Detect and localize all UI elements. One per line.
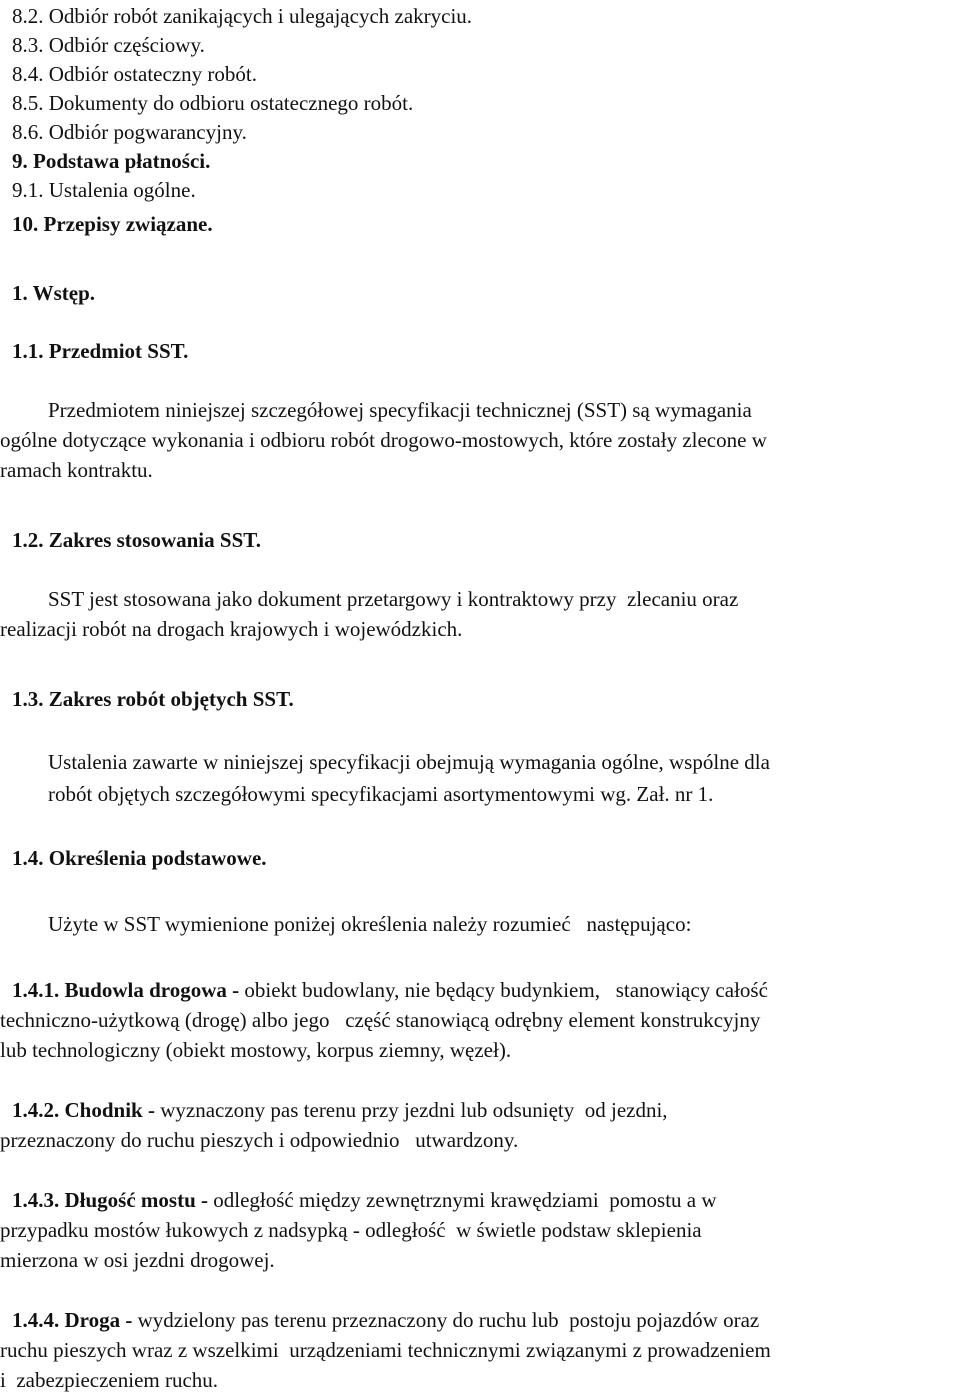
definition-term: 1.4.1. Budowla drogowa -	[12, 978, 245, 1002]
toc-item: 8.2. Odbiór robót zanikających i ulegających zakryciu.	[12, 4, 473, 28]
section-heading: 1. Wstęp.	[12, 281, 96, 305]
paragraph-line: Użyte w SST wymienione poniżej określenia należy rozumieć następująco:	[48, 912, 692, 936]
toc-item: 9. Podstawa płatności.	[12, 149, 211, 173]
definition-text: odległość między zewnętrznymi krawędziami pomostu a w	[213, 1188, 717, 1212]
toc-item: 10. Przepisy związane.	[12, 212, 213, 236]
definition-text: wyznaczony pas terenu przy jezdni lub odsunięty od jezdni,	[160, 1098, 668, 1122]
paragraph-line: SST jest stosowana jako dokument przetargowy i kontraktowy przy zlecaniu oraz	[48, 587, 739, 611]
paragraph-line: lub technologiczny (obiekt mostowy, korpus ziemny, węzeł).	[0, 1038, 512, 1062]
toc-item: 8.3. Odbiór częściowy.	[12, 33, 205, 57]
definition-text: obiekt budowlany, nie będący budynkiem, stanowiący całość	[244, 978, 768, 1002]
definition-first-line	[12, 1307, 759, 1333]
subsection-heading: 1.3. Zakres robót objętych SST.	[12, 687, 294, 711]
toc-item: 8.4. Odbiór ostateczny robót.	[12, 62, 257, 86]
paragraph-line: ruchu pieszych wraz z wszelkimi urządzeniami technicznymi związanymi z prowadzeniem	[0, 1338, 771, 1362]
paragraph-line: robót objętych szczegółowymi specyfikacjami asortymentowymi wg. Zał. nr 1.	[48, 782, 714, 806]
toc-item: 9.1. Ustalenia ogólne.	[12, 178, 196, 202]
definition-term: 1.4.4. Droga -	[12, 1308, 138, 1332]
definition-first-line	[12, 977, 768, 1003]
paragraph-line: mierzona w osi jezdni drogowej.	[0, 1248, 275, 1272]
subsection-heading: 1.4. Określenia podstawowe.	[12, 846, 267, 870]
paragraph-line: i zabezpieczeniem ruchu.	[0, 1368, 219, 1392]
paragraph-line: techniczno-użytkową (drogę) albo jego część stanowiącą odrębny element konstrukcyjny	[0, 1008, 761, 1032]
toc-item: 8.6. Odbiór pogwarancyjny.	[12, 120, 247, 144]
paragraph-line: przeznaczony do ruchu pieszych i odpowiednio utwardzony.	[0, 1128, 519, 1152]
subsection-heading: 1.1. Przedmiot SST.	[12, 339, 189, 363]
definition-term: 1.4.3. Długość mostu -	[12, 1188, 214, 1212]
paragraph-line: Przedmiotem niniejszej szczegółowej specyfikacji technicznej (SST) są wymagania	[48, 398, 752, 422]
paragraph-line: przypadku mostów łukowych z nadsypką - odległość w świetle podstaw sklepienia	[0, 1218, 702, 1242]
paragraph-line: ogólne dotyczące wykonania i odbioru robót drogowo-mostowych, które zostały zlecone w	[0, 428, 767, 452]
subsection-heading: 1.2. Zakres stosowania SST.	[12, 528, 261, 552]
definition-term: 1.4.2. Chodnik -	[12, 1098, 161, 1122]
definition-first-line	[12, 1097, 668, 1123]
paragraph-line: Ustalenia zawarte w niniejszej specyfikacji obejmują wymagania ogólne, wspólne dla	[48, 750, 770, 774]
toc-item: 8.5. Dokumenty do odbioru ostatecznego robót.	[12, 91, 414, 115]
definition-text: wydzielony pas terenu przeznaczony do ruchu lub postoju pojazdów oraz	[137, 1308, 760, 1332]
paragraph-line: ramach kontraktu.	[0, 458, 153, 482]
paragraph-line: realizacji robót na drogach krajowych i wojewódzkich.	[0, 617, 463, 641]
definition-first-line	[12, 1187, 717, 1213]
